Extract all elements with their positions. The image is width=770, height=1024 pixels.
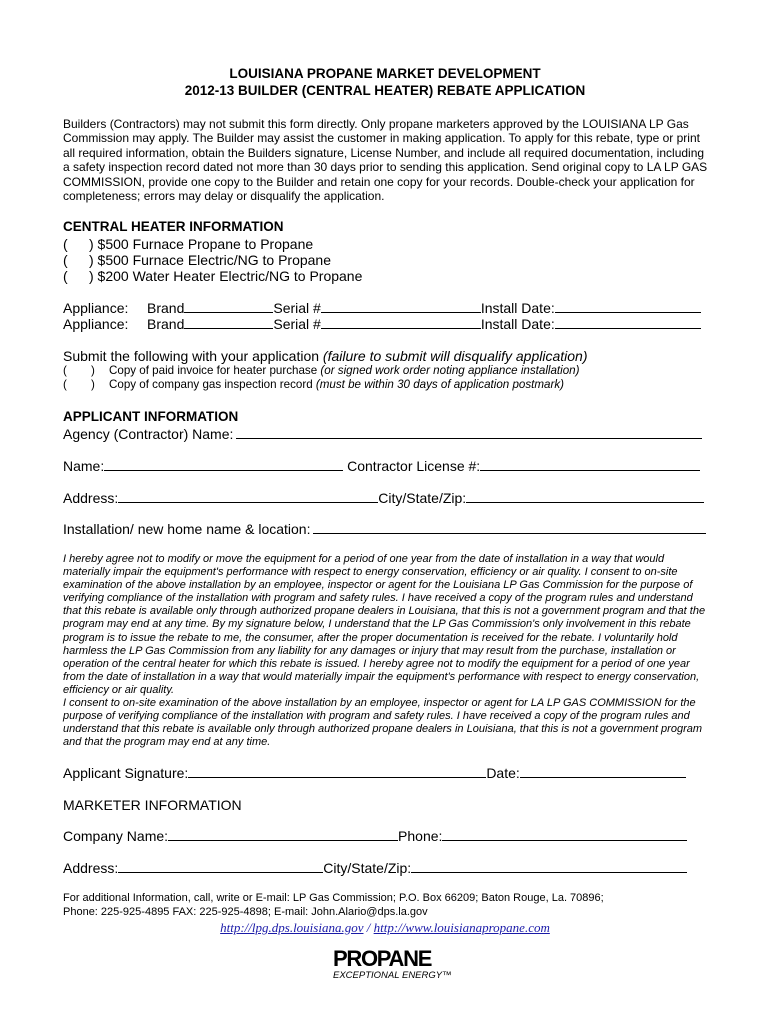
serial-label: Serial # [273, 300, 321, 316]
logo-tagline: EXCEPTIONAL ENERGY™ [333, 970, 452, 981]
agency-row [63, 426, 702, 442]
item-paren-close: ) [91, 378, 95, 391]
address-label: Address: [63, 860, 119, 876]
date-label: Date: [486, 765, 520, 781]
signature-label: Applicant Signature: [63, 765, 189, 781]
central-heater-heading: CENTRAL HEATER INFORMATION [63, 219, 284, 234]
installation-field[interactable] [313, 521, 706, 534]
city-state-zip-field[interactable] [411, 860, 687, 873]
agreement-text [63, 553, 713, 749]
agency-label: Agency (Contractor) Name: [63, 426, 234, 442]
company-phone-row [63, 828, 687, 844]
appliance-row [63, 300, 701, 316]
agency-name-field[interactable] [236, 426, 702, 439]
option-paren: ( [63, 252, 68, 268]
installation-row [63, 521, 706, 537]
form-title-line1: LOUISIANA PROPANE MARKET DEVELOPMENT [229, 66, 541, 81]
city-state-zip-field[interactable] [466, 490, 704, 503]
signature-row [63, 765, 686, 781]
installation-label: Installation/ new home name & location: [63, 521, 311, 537]
option-label: ) $500 Furnace Electric/NG to Propane [89, 252, 332, 268]
form-title-line2: 2012-13 BUILDER (CENTRAL HEATER) REBATE APPLICATION [184, 83, 586, 98]
brand-field[interactable] [184, 300, 273, 313]
city-label: City/State/Zip: [378, 490, 467, 506]
name-license-row [63, 458, 700, 474]
brand-label: Brand [147, 300, 185, 316]
appliance-label: Appliance: [63, 316, 129, 332]
serial-field[interactable] [321, 316, 481, 329]
option-paren: ( [63, 236, 68, 252]
heater-option[interactable] [63, 236, 313, 252]
serial-label: Serial # [273, 316, 321, 332]
brand-field[interactable] [184, 316, 273, 329]
company-name-field[interactable] [168, 828, 398, 841]
option-label: ) $200 Water Heater Electric/NG to Propane [89, 268, 363, 284]
license-field[interactable] [480, 458, 700, 471]
appliance-label: Appliance: [63, 300, 129, 316]
license-label: Contractor License #: [347, 458, 481, 474]
applicant-heading: APPLICANT INFORMATION [63, 409, 239, 424]
item-paren-close: ) [91, 364, 95, 377]
item-label: Copy of paid invoice for heater purchase [109, 364, 318, 377]
contact-line-1: For additional Information, call, write or E-mail: LP Gas Commission; P.O. Box 66209; Baton Rouge, La. 70896; [63, 892, 604, 904]
lpg-website-link[interactable]: http://lpg.dps.louisiana.gov [220, 920, 364, 935]
applicant-address-row [63, 490, 704, 506]
install-date-field[interactable] [555, 316, 701, 329]
phone-label: Phone: [398, 828, 443, 844]
option-paren: ( [63, 268, 68, 284]
submit-instructions [63, 348, 587, 364]
item-paren-open: ( [63, 378, 67, 391]
city-label: City/State/Zip: [323, 860, 412, 876]
submit-warning: (failure to submit will disqualify application) [322, 348, 588, 364]
install-date-label: Install Date: [480, 300, 555, 316]
install-date-label: Install Date: [480, 316, 555, 332]
item-note: (or signed work order noting appliance installation) [320, 364, 580, 377]
name-field[interactable] [104, 458, 343, 471]
brand-label: Brand [147, 316, 185, 332]
item-paren-open: ( [63, 364, 67, 377]
submit-lead: Submit the following with your application [63, 348, 320, 364]
agreement-paragraph-2: I consent to on-site examination of the above installation by an employee, inspector or agent for LA LP GAS COMMISSION for the purpose of verifying compliance of the installation with program and safety rules. I have received a copy of the program rules and understand that this rebate is available only through authorized propane dealers in Louisiana, that this is not a government program and that the program may end at any time. [63, 697, 703, 749]
logo-wordmark: PROPANE [333, 946, 432, 971]
option-label: ) $500 Furnace Propane to Propane [89, 236, 314, 252]
marketer-address-row [63, 860, 687, 876]
address-field[interactable] [118, 860, 323, 873]
item-label: Copy of company gas inspection record [109, 378, 313, 391]
agreement-paragraph-1: I hereby agree not to modify or move the equipment for a period of one year from the date of installation in a way that would materially impair the equipment's performance with respect to energy conservation, efficiency or air quality. I consent to on-site examination of the above installation by an employee, inspector or agent for the Louisiana LP Gas Commission for the purpose of verifying compliance of the installation with program and safety rules. I have received a copy of the program rules and understand that this rebate is available only through authorized propane dealers in Louisiana, that this is not a government program and that the program may end at any time. By my signature below, I understand that the LP Gas Commission's only involvement in this rebate program is to issue the rebate to me, the consumer, after the proper documentation is received for the rebate. I voluntarily hold harmless the LP Gas Commission from any liability for any damages or injury that may result from the purchase, installation or operation of the central heater for which this rebate is issued. I hereby agree not to modify the equipment for a period of one year from the date of installation in a way that would materially impair the equipment's performance with respect to energy conservation, efficiency or air quality. [63, 553, 706, 696]
address-field[interactable] [118, 490, 378, 503]
item-note: (must be within 30 days of application postmark) [315, 378, 564, 391]
contact-line-2: Phone: 225-925-4895 FAX: 225-925-4898; E-mail: John.Alario@dps.la.gov [63, 906, 428, 918]
name-label: Name: [63, 458, 105, 474]
propane-website-link[interactable]: http://www.louisianapropane.com [373, 920, 550, 935]
serial-field[interactable] [321, 300, 481, 313]
heater-option[interactable] [63, 252, 331, 268]
propane-logo [333, 946, 452, 981]
submit-checklist-item[interactable] [63, 364, 579, 377]
address-label: Address: [63, 490, 119, 506]
phone-field[interactable] [442, 828, 687, 841]
link-separator: / [363, 920, 374, 935]
intro-paragraph: Builders (Contractors) may not submit this form directly. Only propane marketers approved by the LOUISIANA LP Gas Commission may apply. The Builder may assist the customer in making application. To apply for this rebate, type or print all required information, obtain the Builders signature, License Number, and include all required documentation, including a safety inspection record dated not more than 30 days prior to sending this application. Send original copy to LA LP GAS COMMISSION, provide one copy to the Builder and retain one copy for your records. Double-check your application for completeness; errors may delay or disqualify the application. [63, 117, 708, 204]
submit-checklist-item[interactable] [63, 378, 564, 391]
appliance-row [63, 316, 701, 332]
install-date-field[interactable] [555, 300, 701, 313]
signature-field[interactable] [188, 765, 486, 778]
heater-option[interactable] [63, 268, 362, 284]
marketer-heading: MARKETER INFORMATION [63, 797, 242, 813]
website-links [0, 920, 770, 936]
date-field[interactable] [520, 765, 686, 778]
company-label: Company Name: [63, 828, 169, 844]
